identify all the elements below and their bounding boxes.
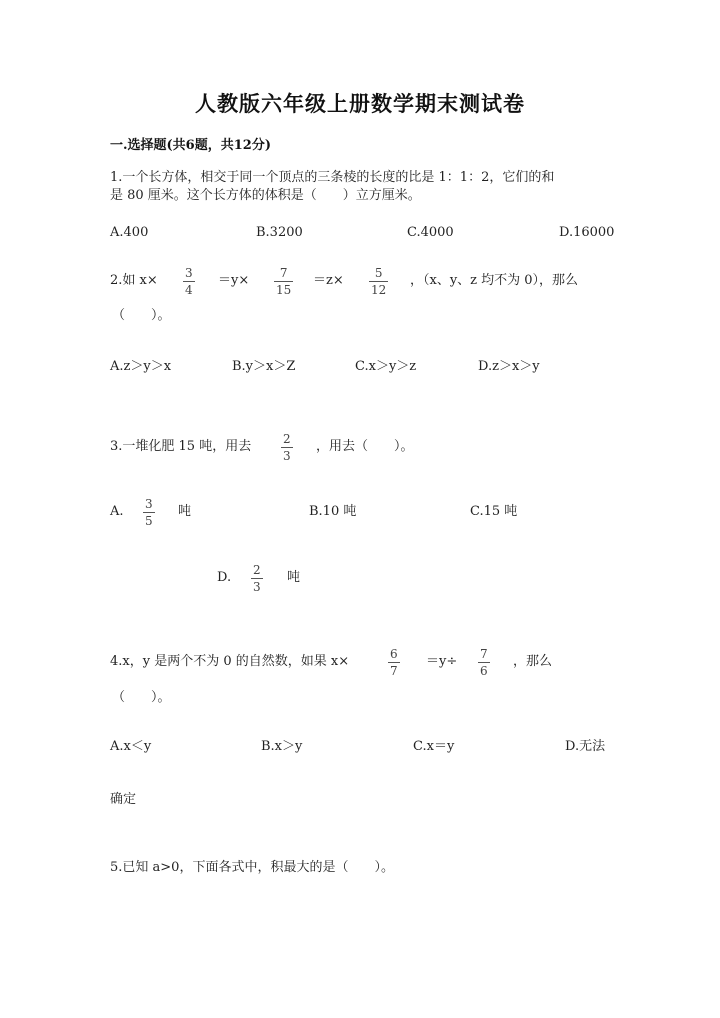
question-5-line-1: 5.已知 a>0，下面各式中，积最大的是（ ）。 xyxy=(110,860,394,875)
question-3-option-d-label: D. xyxy=(217,570,232,585)
question-2-option-a: A.z＞y＞x xyxy=(110,359,172,374)
question-2-text-4: ，（x、y、z 均不为 0），那么 xyxy=(410,273,579,288)
question-4-text-1: 4.x，y 是两个不为 0 的自然数，如果 x× xyxy=(110,654,350,669)
fraction-6-7: 6 7 xyxy=(390,647,398,678)
question-3-option-a-label: A. xyxy=(110,504,124,519)
question-4-option-d: D.无法 xyxy=(565,739,606,754)
question-4-text-2: ＝y÷ xyxy=(426,654,458,669)
question-2-text-1: 2.如 x× xyxy=(110,273,158,288)
question-4-option-d-continued: 确定 xyxy=(110,792,137,807)
question-1-line-1: 1.一个长方体，相交于同一个顶点的三条棱的长度的比是 1：1：2，它们的和 xyxy=(110,170,555,185)
fraction-2-3: 2 3 xyxy=(283,432,291,463)
question-1-line-2: 是 80 厘米。这个长方体的体积是（ ）立方厘米。 xyxy=(110,188,421,203)
fraction-2-3-option-d: 2 3 xyxy=(253,563,261,594)
question-3-option-b: B.10 吨 xyxy=(309,504,357,519)
question-3-option-c: C.15 吨 xyxy=(470,504,518,519)
question-1-option-d: D.16000 xyxy=(559,225,615,240)
fraction-5-12: 5 12 xyxy=(371,266,387,297)
question-4-option-c: C.x＝y xyxy=(413,739,455,754)
question-2-text-2: ＝y× xyxy=(218,273,250,288)
fraction-7-6: 7 6 xyxy=(480,647,488,678)
question-3-option-a-unit: 吨 xyxy=(178,504,192,519)
section-heading: 一.选择题(共6题，共12分) xyxy=(110,138,271,153)
question-2-option-d: D.z＞x＞y xyxy=(478,359,540,374)
fraction-7-15: 7 15 xyxy=(276,266,292,297)
question-3-text-1: 3.一堆化肥 15 吨，用去 xyxy=(110,439,252,454)
question-2-option-c: C.x＞y＞z xyxy=(355,359,417,374)
question-2-line-2: （ ）。 xyxy=(112,308,171,323)
question-3-option-d-unit: 吨 xyxy=(287,570,301,585)
question-3-text-2: ，用去（ ）。 xyxy=(316,439,414,454)
question-4-option-b: B.x＞y xyxy=(261,739,303,754)
question-1-option-c: C.4000 xyxy=(407,225,454,240)
page-title: 人教版六年级上册数学期末测试卷 xyxy=(195,91,525,116)
question-2-option-b: B.y＞x＞Z xyxy=(232,359,296,374)
question-4-text-3: ，那么 xyxy=(513,654,553,669)
question-1-option-b: B.3200 xyxy=(256,225,303,240)
fraction-3-4: 3 4 xyxy=(185,266,193,297)
question-2-text-3: ＝z× xyxy=(313,273,344,288)
question-4-line-2: （ ）。 xyxy=(112,690,171,705)
question-1-option-a: A.400 xyxy=(110,225,149,240)
fraction-3-5: 3 5 xyxy=(145,497,153,528)
question-4-option-a: A.x＜y xyxy=(110,739,152,754)
